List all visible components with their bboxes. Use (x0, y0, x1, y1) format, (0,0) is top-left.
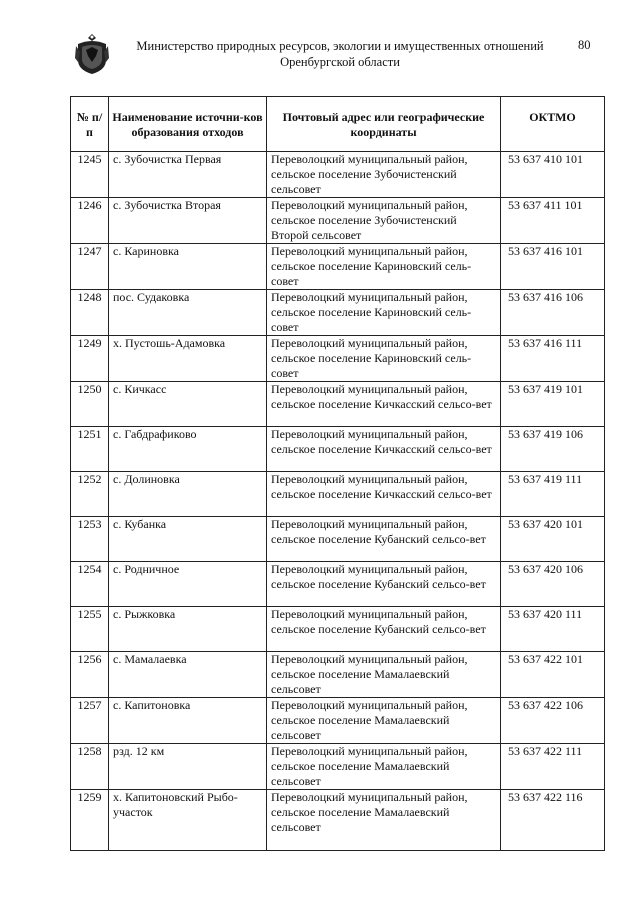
source-name: с. Кубанка (109, 517, 267, 562)
row-number: 1248 (71, 290, 109, 336)
oktmo-code: 53 637 422 111 (501, 744, 605, 790)
oktmo-code: 53 637 422 101 (501, 652, 605, 698)
source-name: пос. Судаковка (109, 290, 267, 336)
address: Переволоцкий муниципальный район, сельское поселение Кариновский сель-совет (267, 290, 501, 336)
column-header-source-name: Наименование источни-ков образования отходов (109, 97, 267, 152)
row-number: 1255 (71, 607, 109, 652)
waste-sources-table (70, 96, 605, 851)
row-number: 1249 (71, 336, 109, 382)
source-name: с. Кичкасс (109, 382, 267, 427)
table-row (71, 744, 605, 790)
address: Переволоцкий муниципальный район, сельское поселение Кариновский сель-совет (267, 244, 501, 290)
address: Переволоцкий муниципальный район, сельское поселение Мамалаевский сельсовет (267, 698, 501, 744)
row-number: 1245 (71, 152, 109, 198)
table-row (71, 290, 605, 336)
address: Переволоцкий муниципальный район, сельское поселение Зубочистенский сельсовет (267, 152, 501, 198)
row-number: 1259 (71, 790, 109, 851)
source-name: с. Мамалаевка (109, 652, 267, 698)
oktmo-code: 53 637 419 101 (501, 382, 605, 427)
column-header-oktmo: ОКТМО (501, 97, 605, 152)
oktmo-code: 53 637 420 101 (501, 517, 605, 562)
address: Переволоцкий муниципальный район, сельское поселение Мамалаевский сельсовет (267, 652, 501, 698)
table-row (71, 244, 605, 290)
oktmo-code: 53 637 422 106 (501, 698, 605, 744)
address: Переволоцкий муниципальный район, сельское поселение Кичкасский сельсо-вет (267, 382, 501, 427)
row-number: 1256 (71, 652, 109, 698)
address: Переволоцкий муниципальный район, сельское поселение Кичкасский сельсо-вет (267, 427, 501, 472)
source-name: с. Рыжковка (109, 607, 267, 652)
table-row (71, 562, 605, 607)
oktmo-code: 53 637 420 106 (501, 562, 605, 607)
table-row (71, 336, 605, 382)
table-row (71, 472, 605, 517)
column-header-address: Почтовый адрес или географические координаты (267, 97, 501, 152)
org-line-1: Министерство природных ресурсов, экологии и имущественных отношений (136, 39, 544, 53)
oktmo-code: 53 637 416 101 (501, 244, 605, 290)
oktmo-code: 53 637 419 106 (501, 427, 605, 472)
address: Переволоцкий муниципальный район, сельское поселение Зубочистенский Второй сельсовет (267, 198, 501, 244)
address: Переволоцкий муниципальный район, сельское поселение Кариновский сель-совет (267, 336, 501, 382)
row-number: 1253 (71, 517, 109, 562)
page-header (0, 0, 640, 100)
table-row (71, 652, 605, 698)
oktmo-code: 53 637 416 106 (501, 290, 605, 336)
table-header-row (71, 97, 605, 152)
org-line-2: Оренбургской области (280, 55, 400, 69)
address: Переволоцкий муниципальный район, сельское поселение Кубанский сельсо-вет (267, 517, 501, 562)
address: Переволоцкий муниципальный район, сельское поселение Мамалаевский сельсовет (267, 790, 501, 851)
source-name: с. Габдрафиково (109, 427, 267, 472)
row-number: 1254 (71, 562, 109, 607)
table-row (71, 152, 605, 198)
table-row (71, 382, 605, 427)
row-number: 1251 (71, 427, 109, 472)
address: Переволоцкий муниципальный район, сельское поселение Кубанский сельсо-вет (267, 562, 501, 607)
oktmo-code: 53 637 422 116 (501, 790, 605, 851)
source-name: с. Зубочистка Вторая (109, 198, 267, 244)
oktmo-code: 53 637 416 111 (501, 336, 605, 382)
oktmo-code: 53 637 420 111 (501, 607, 605, 652)
source-name: с. Родничное (109, 562, 267, 607)
address: Переволоцкий муниципальный район, сельское поселение Кичкасский сельсо-вет (267, 472, 501, 517)
table-row (71, 427, 605, 472)
row-number: 1246 (71, 198, 109, 244)
row-number: 1247 (71, 244, 109, 290)
table-row (71, 198, 605, 244)
column-header-number: № п/п (71, 97, 109, 152)
source-name: с. Долиновка (109, 472, 267, 517)
page-number: 80 (578, 38, 591, 52)
source-name: с. Зубочистка Первая (109, 152, 267, 198)
table-row (71, 517, 605, 562)
coat-of-arms-icon (74, 32, 110, 76)
oktmo-code: 53 637 419 111 (501, 472, 605, 517)
table-row (71, 698, 605, 744)
address: Переволоцкий муниципальный район, сельское поселение Мамалаевский сельсовет (267, 744, 501, 790)
row-number: 1258 (71, 744, 109, 790)
source-name: с. Капитоновка (109, 698, 267, 744)
table-row (71, 607, 605, 652)
source-name: х. Пустошь-Адамовка (109, 336, 267, 382)
organization-name (120, 38, 560, 70)
address: Переволоцкий муниципальный район, сельское поселение Кубанский сельсо-вет (267, 607, 501, 652)
oktmo-code: 53 637 410 101 (501, 152, 605, 198)
source-name: рзд. 12 км (109, 744, 267, 790)
row-number: 1257 (71, 698, 109, 744)
source-name: х. Капитоновский Рыбо-участок (109, 790, 267, 851)
table-row (71, 790, 605, 851)
row-number: 1250 (71, 382, 109, 427)
oktmo-code: 53 637 411 101 (501, 198, 605, 244)
row-number: 1252 (71, 472, 109, 517)
source-name: с. Кариновка (109, 244, 267, 290)
